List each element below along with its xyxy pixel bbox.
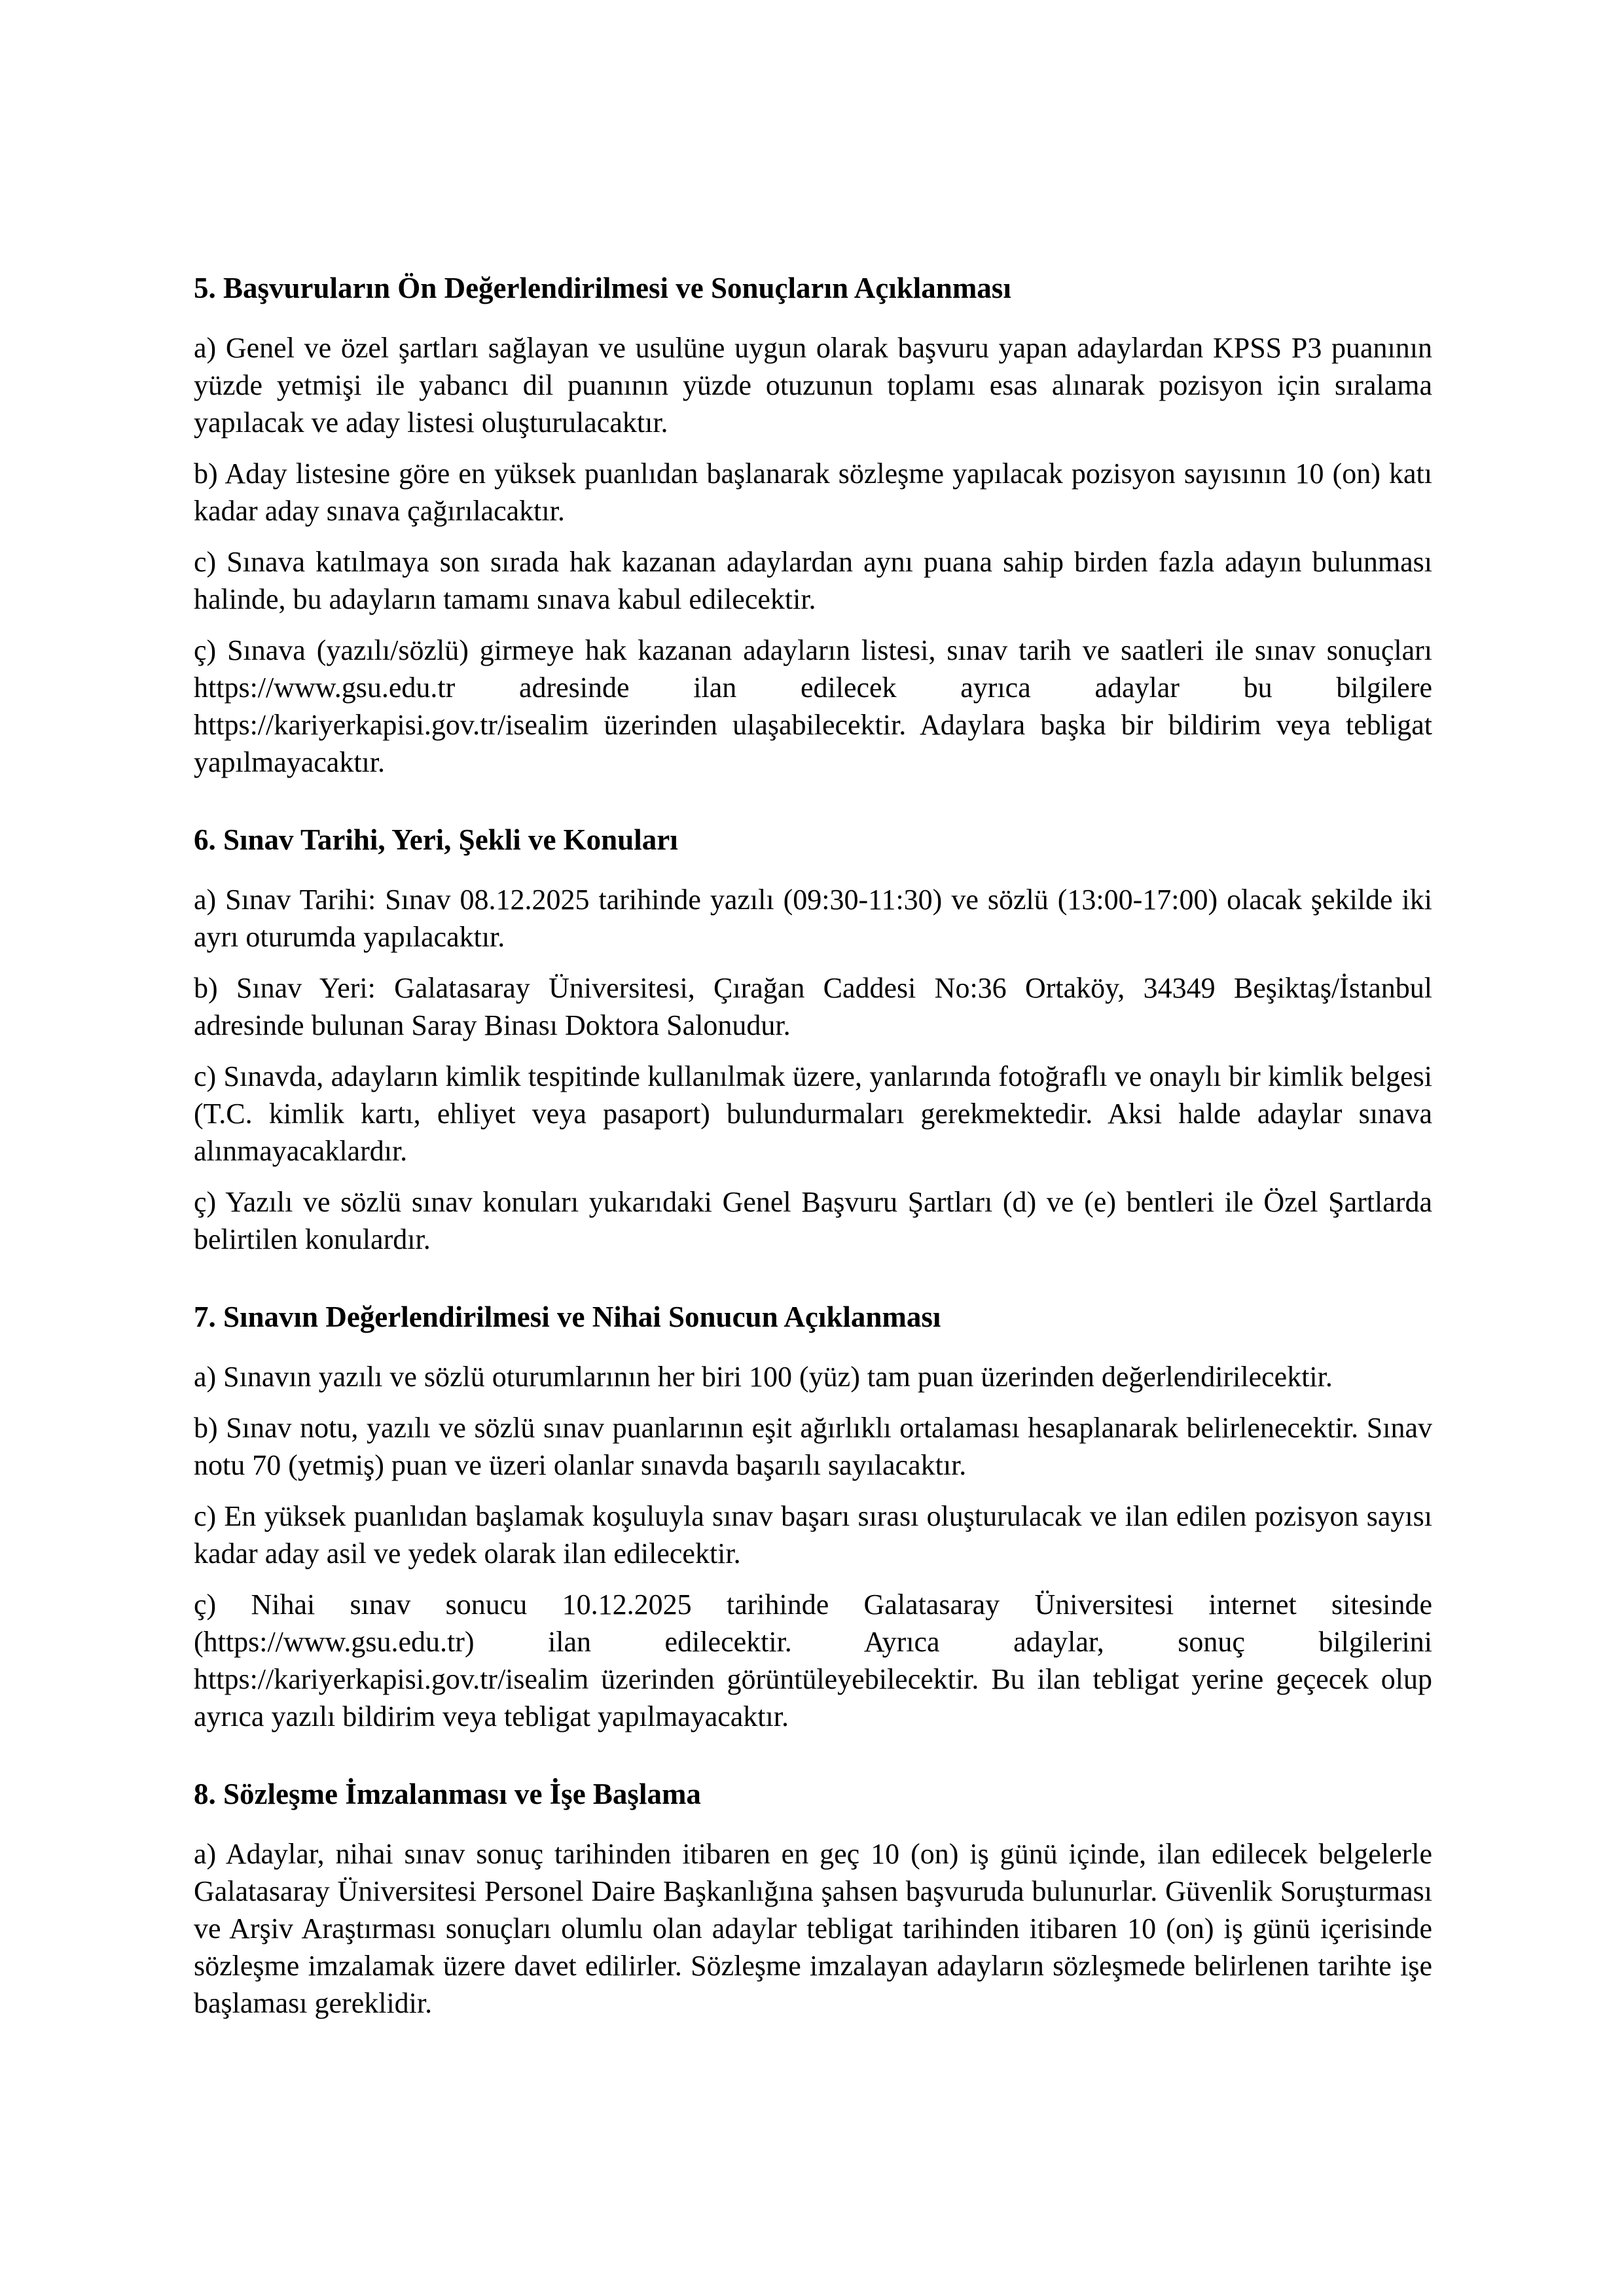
document-content: [194, 270, 1432, 2022]
paragraph: ç) Nihai sınav sonucu 10.12.2025 tarihinde Galatasaray Üniversitesi internet sitesinde (https://www.gsu.edu.tr) ilan edilecektir. Ayrıca adaylar, sonuç bilgilerini https://kariyerkapisi.gov.tr/isealim üzerinden görüntüleyebilecektir. Bu ilan tebligat yerine geçecek olup ayrıca yazılı bildirim veya tebligat yapılmayacaktır.: [194, 1588, 1432, 1732]
paragraph: ç) Yazılı ve sözlü sınav konuları yukarıdaki Genel Başvuru Şartları (d) ve (e) bentleri ile Özel Şartlarda belirtilen konulardır.: [194, 1186, 1432, 1255]
document-section: [194, 1299, 1432, 1735]
paragraph: c) Sınava katılmaya son sırada hak kazanan adaylardan aynı puana sahip birden fazla adayın bulunması halinde, bu adayların tamamı sınava kabul edilecektir.: [194, 546, 1432, 615]
document-section: [194, 1776, 1432, 2022]
section-heading: 6. Sınav Tarihi, Yeri, Şekli ve Konuları: [194, 823, 678, 856]
document-section: [194, 270, 1432, 781]
paragraph: c) Sınavda, adayların kimlik tespitinde kullanılmak üzere, yanlarında fotoğraflı ve onaylı bir kimlik belgesi (T.C. kimlik kartı, ehliyet veya pasaport) bulundurmaları gerekmektedir. Aksi halde adaylar sınava alınmayacaklardır.: [194, 1060, 1432, 1167]
paragraph: a) Sınavın yazılı ve sözlü oturumlarının her biri 100 (yüz) tam puan üzerinden değerlendirilecektir.: [194, 1361, 1333, 1393]
paragraph: b) Aday listesine göre en yüksek puanlıdan başlanarak sözleşme yapılacak pozisyon sayısının 10 (on) katı kadar aday sınava çağırılacaktır.: [194, 457, 1432, 527]
paragraph: c) En yüksek puanlıdan başlamak koşuluyla sınav başarı sırası oluşturulacak ve ilan edilen pozisyon sayısı kadar aday asil ve yedek olarak ilan edilecektir.: [194, 1500, 1432, 1570]
section-heading: 7. Sınavın Değerlendirilmesi ve Nihai Sonucun Açıklanması: [194, 1300, 941, 1333]
paragraph: ç) Sınava (yazılı/sözlü) girmeye hak kazanan adayların listesi, sınav tarih ve saatleri ile sınav sonuçları https://www.gsu.edu.tr adresinde ilan edilecek ayrıca adaylar bu bilgilere https://kariyerkapisi.gov.tr/isealim üzerinden ulaşabilecektir. Adaylara başka bir bildirim veya tebligat yapılmayacaktır.: [194, 634, 1432, 778]
document-section: [194, 821, 1432, 1258]
paragraph: a) Genel ve özel şartları sağlayan ve usulüne uygun olarak başvuru yapan adaylardan KPSS P3 puanının yüzde yetmişi ile yabancı dil puanının yüzde otuzunun toplamı esas alınarak pozisyon için sıralama yapılacak ve aday listesi oluşturulacaktır.: [194, 332, 1432, 439]
paragraph: b) Sınav Yeri: Galatasaray Üniversitesi, Çırağan Caddesi No:36 Ortaköy, 34349 Beşiktaş/İstanbul adresinde bulunan Saray Binası Doktora Salonudur.: [194, 972, 1432, 1041]
paragraph: b) Sınav notu, yazılı ve sözlü sınav puanlarının eşit ağırlıklı ortalaması hesaplanarak belirlenecektir. Sınav notu 70 (yetmiş) puan ve üzeri olanlar sınavda başarılı sayılacaktır.: [194, 1412, 1432, 1481]
section-heading: 5. Başvuruların Ön Değerlendirilmesi ve Sonuçların Açıklanması: [194, 272, 1011, 304]
paragraph: a) Adaylar, nihai sınav sonuç tarihinden itibaren en geç 10 (on) iş günü içinde, ilan edilecek belgelerle Galatasaray Üniversitesi Personel Daire Başkanlığına şahsen başvuruda bulunurlar. Güvenlik Soruşturması ve Arşiv Araştırması sonuçları olumlu olan adaylar tebligat tarihinden itibaren 10 (on) iş günü içerisinde sözleşme imzalamak üzere davet edilirler. Sözleşme imzalayan adayların sözleşmede belirlenen tarihte işe başlaması gereklidir.: [194, 1838, 1432, 2019]
paragraph: a) Sınav Tarihi: Sınav 08.12.2025 tarihinde yazılı (09:30-11:30) ve sözlü (13:00-17:00) olacak şekilde iki ayrı oturumda yapılacaktır.: [194, 884, 1432, 953]
section-heading: 8. Sözleşme İmzalanması ve İşe Başlama: [194, 1778, 701, 1810]
